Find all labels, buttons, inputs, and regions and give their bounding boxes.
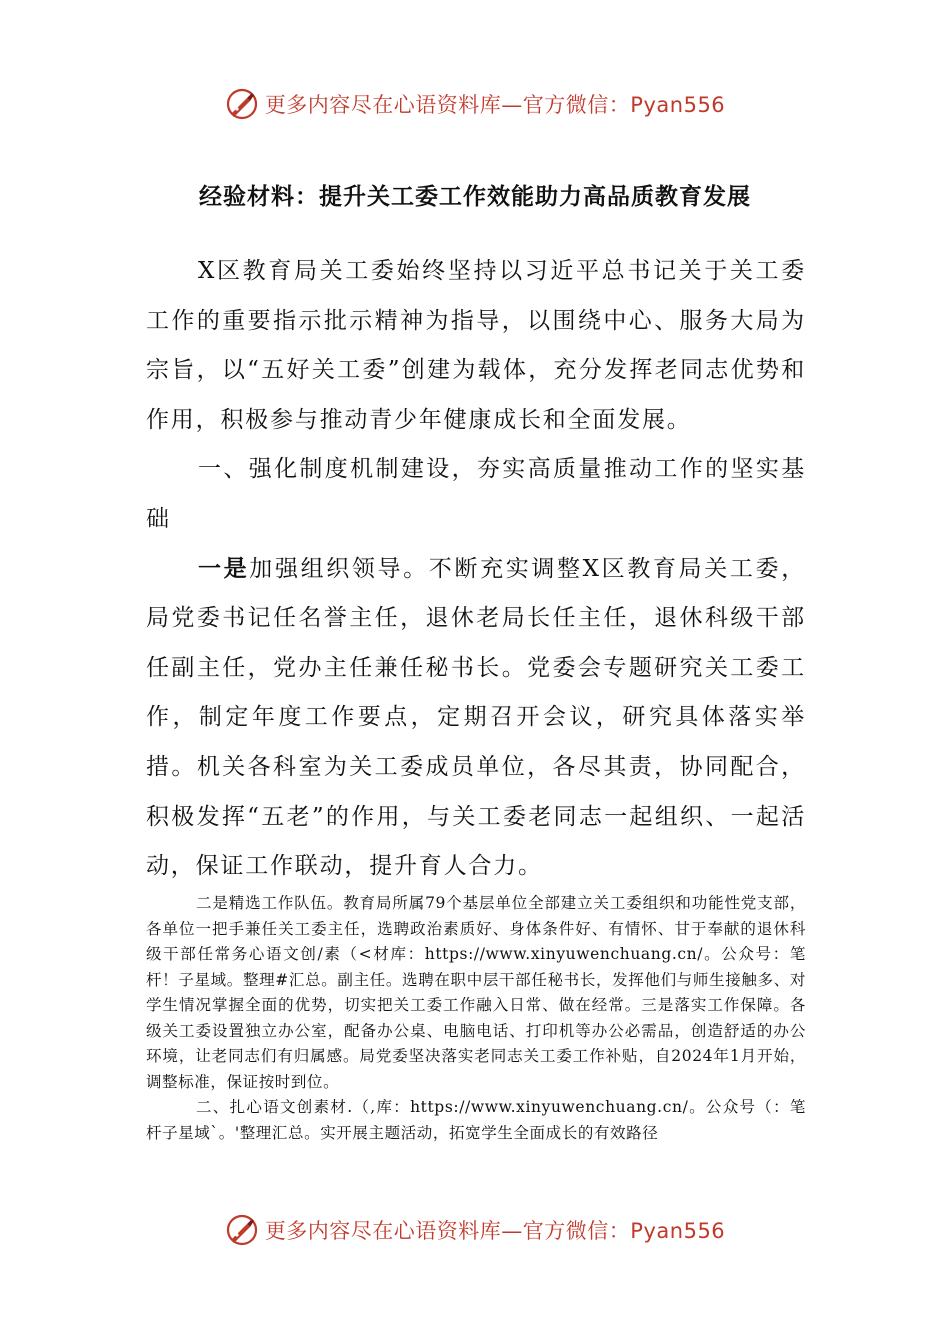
intro-paragraph: X区教育局关工委始终坚持以习近平总书记关于关工委工作的重要指示批示精神为指导，以围绕中心、服务大局为宗旨，以“五好关工委”创建为载体，充分发挥老同志优势和作用，积极参与推动青少年健康成长和全面发展。 [146, 258, 806, 433]
small-print-body [146, 891, 806, 1146]
pen-nib-icon [225, 1213, 259, 1247]
main-body [146, 247, 806, 892]
header-watermark-text: 更多内容尽在心语资料库—官方微信：Pyan556 [264, 93, 726, 117]
paragraph-text: 加强组织领导。不断充实调整X区教育局关工委，局党委书记任名誉主任，退休老局长任主任，退休科级干部任副主任，党办主任兼任秘书长。党委会专题研究关工委工作，制定年度工作要点，定期召开会议，研究具体落实举措。机关各科室为关工委成员单位，各尽其责，协同配合，积极发挥“五老”的作用，与关工委老同志一起组织、一起活动，保证工作联动，提升育人合力。 [146, 555, 806, 880]
header-watermark-banner [0, 84, 950, 124]
body-paragraph [146, 545, 806, 892]
small-paragraph: 二是精选工作队伍。教育局所属79个基层单位全部建立关工委组织和功能性党支部，各单位一把手兼任关工委主任，选聘政治素质好、身体条件好、有情怀、甘于奉献的退休科级干部任常务心语文创/素（<材库：https://www.xinyuwenchuang.cn/。公众号：笔杆！子星域。整理#汇总。副主任。选聘在职中层干部任秘书长，发挥他们与师生接触多、对学生情况掌握全面的优势，切实把关工委工作融入日常、做在经常。三是落实工作保障。各级关工委设置独立办公室，配备办公桌、电脑电话、打印机等办公必需品，创造舒适的办公环境，让老同志们有归属感。局党委坚决落实老同志关工委工作补贴，自2024年1月开始，调整标准，保证按时到位。 [146, 894, 806, 1091]
section-heading: 一、强化制度机制建设，夯实高质量推动工作的坚实基础 [146, 456, 806, 532]
paragraph-lead: 一是 [198, 555, 250, 582]
pen-nib-icon [225, 87, 259, 121]
document-title: 经验材料：提升关工委工作效能助力高品质教育发展 [199, 184, 751, 210]
footer-watermark-banner [0, 1210, 950, 1250]
footer-watermark-text: 更多内容尽在心语资料库—官方微信：Pyan556 [264, 1219, 726, 1243]
small-paragraph: 二、扎心语文创素材.（,库：https://www.xinyuwenchuang.cn/。公众号（：笔杆子星域`。'整理汇总。实开展主题活动，拓宽学生全面成长的有效路径 [146, 1098, 806, 1142]
